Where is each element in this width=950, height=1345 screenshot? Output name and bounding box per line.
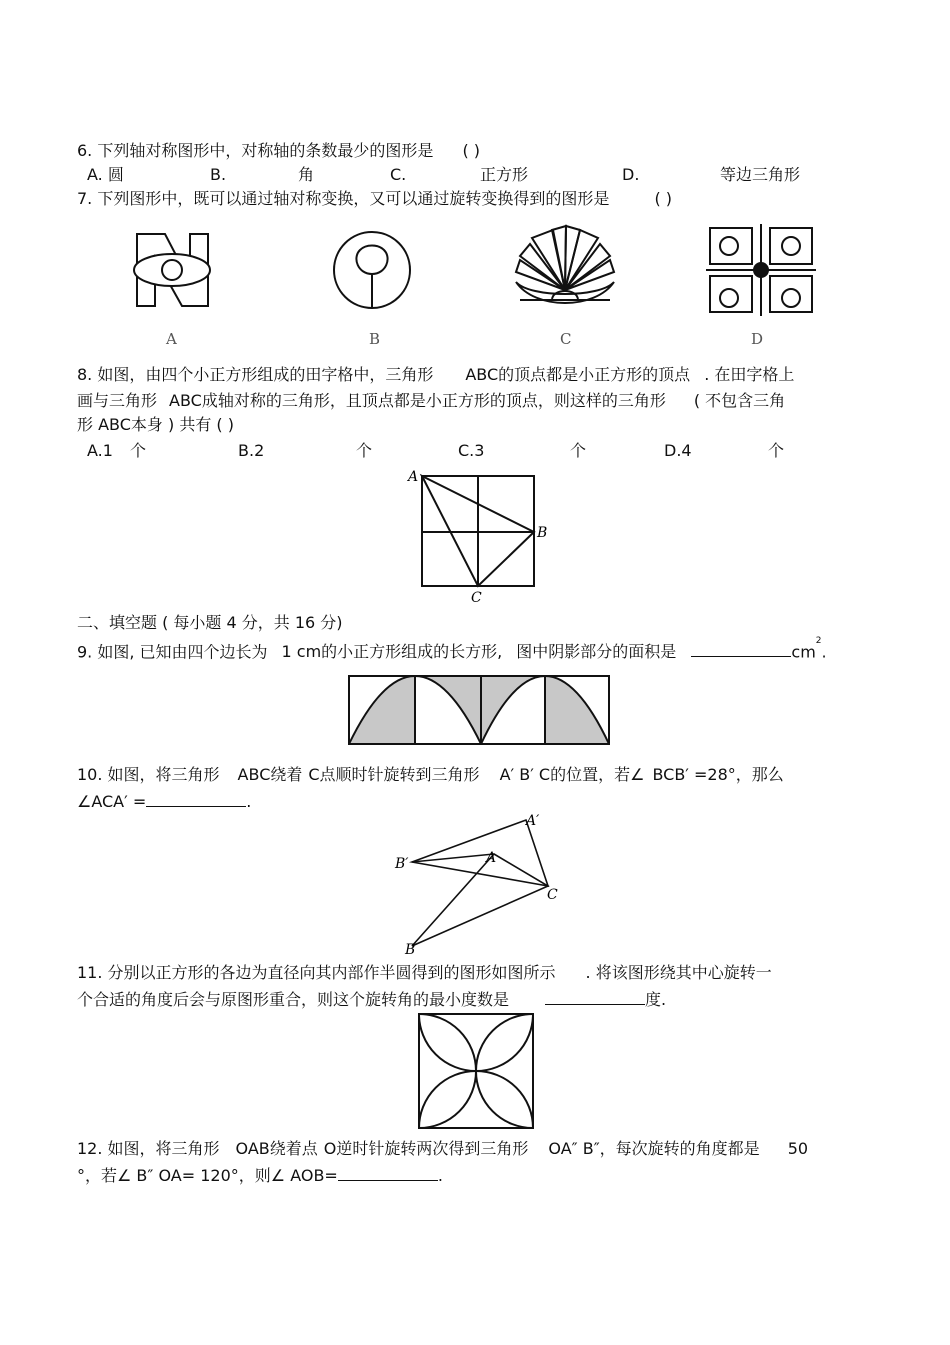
q7-figure-b [334,232,410,308]
q12-line2: °，若∠ B″ OA= 120°，则∠ AOB= . [77,1166,443,1185]
q8-option-b-unit: 个 [356,441,373,460]
q8-point-b: B [537,525,548,541]
q6-option-d-text: 等边三角形 [720,165,801,184]
q8-option-b-key: B.2 [238,441,265,460]
q10-line2: ∠ACA′ = . [77,792,252,811]
q9-rectangle-figure [345,672,613,748]
q10-point-c: C [547,887,558,903]
q11-answer-blank[interactable] [545,988,645,1005]
q6-option-c-text: 正方形 [480,165,529,184]
q7-label-c: C [560,330,572,348]
q10-point-b: B [405,942,416,958]
q8-option-a-unit: 个 [130,441,147,460]
q8-option-d-key: D.4 [664,441,692,460]
q9-stem: 9. 如图, 已知由四个边长为 1 cm的小正方形组成的长方形, 图中阴影部分的面积是 $cm^2$. [77,636,827,662]
q6-option-d-key: D. [622,165,640,184]
q8-point-a: A [408,469,419,485]
q7-label-a: A [166,330,177,348]
q10-point-a-prime: A′ [526,813,540,829]
q7-figures [120,220,840,350]
q10-point-b-prime: B′ [395,856,409,872]
q10-answer-blank[interactable] [146,790,246,807]
q11-line1: 11. 分别以正方形的各边为直径向其内部作半圆得到的图形如图所示 . 将该图形绕其中心旋转一 [77,963,772,982]
q7-answer-paren: ( ) [654,189,673,208]
q8-option-c-unit: 个 [570,441,587,460]
q8-option-c-key: C.3 [458,441,485,460]
q7-stem: 7. 下列图形中，既可以通过轴对称变换，又可以通过旋转变换得到的图形是 ( ) [77,189,673,208]
q7-label-d: D [751,330,764,348]
q6-option-a: A. 圆 [87,165,124,184]
q7-figure-d [706,224,816,316]
q6-option-c-key: C. [390,165,407,184]
q10-line1: 10. 如图，将三角形 ABC绕着 C点顺时针旋转到三角形 A′ B′ C的位置，若∠ BCB′ =28°，那么 [77,765,784,784]
q7-label-b: B [369,330,381,348]
q10-point-a: A [486,850,497,866]
section2-title: 二、填空题 ( 每小题 4 分，共 16 分) [77,613,343,632]
q6-stem: 6. 下列轴对称图形中，对称轴的条数最少的图形是 ( ) [77,141,481,160]
q12-line1: 12. 如图，将三角形 OAB绕着点 O逆时针旋转两次得到三角形 OA″ B″，每次旋转的角度都是 50 [77,1139,809,1158]
q9-answer-blank[interactable] [691,640,791,657]
q11-line2: 个合适的角度后会与原图形重合，则这个旋转角的最小度数是 度. [77,990,667,1009]
q8-line2: 画与三角形 ABC成轴对称的三角形，且顶点都是小正方形的顶点，则这样的三角形 ( 不包含三角 [77,391,786,410]
q7-figure-c [516,226,614,303]
q6-option-b-text: 角 [298,165,315,184]
q8-point-c: C [471,590,482,606]
q8-line3: 形 ABC本身 ) 共有 ( ) [77,415,234,434]
q6-option-b-key: B. [210,165,227,184]
q8-option-a-key: A.1 [87,441,113,460]
q8-option-d-unit: 个 [768,441,785,460]
q7-figure-a [134,234,210,306]
q11-square-semicircles-figure [415,1010,539,1134]
q8-line1: 8. 如图，由四个小正方形组成的田字格中，三角形 ABC的顶点都是小正方形的顶点 . 在田字格上 [77,365,795,384]
q10-rotation-figure [390,810,570,960]
q8-grid-figure [400,466,560,606]
q12-answer-blank[interactable] [338,1164,438,1181]
q6-answer-paren: ( ) [462,141,481,160]
